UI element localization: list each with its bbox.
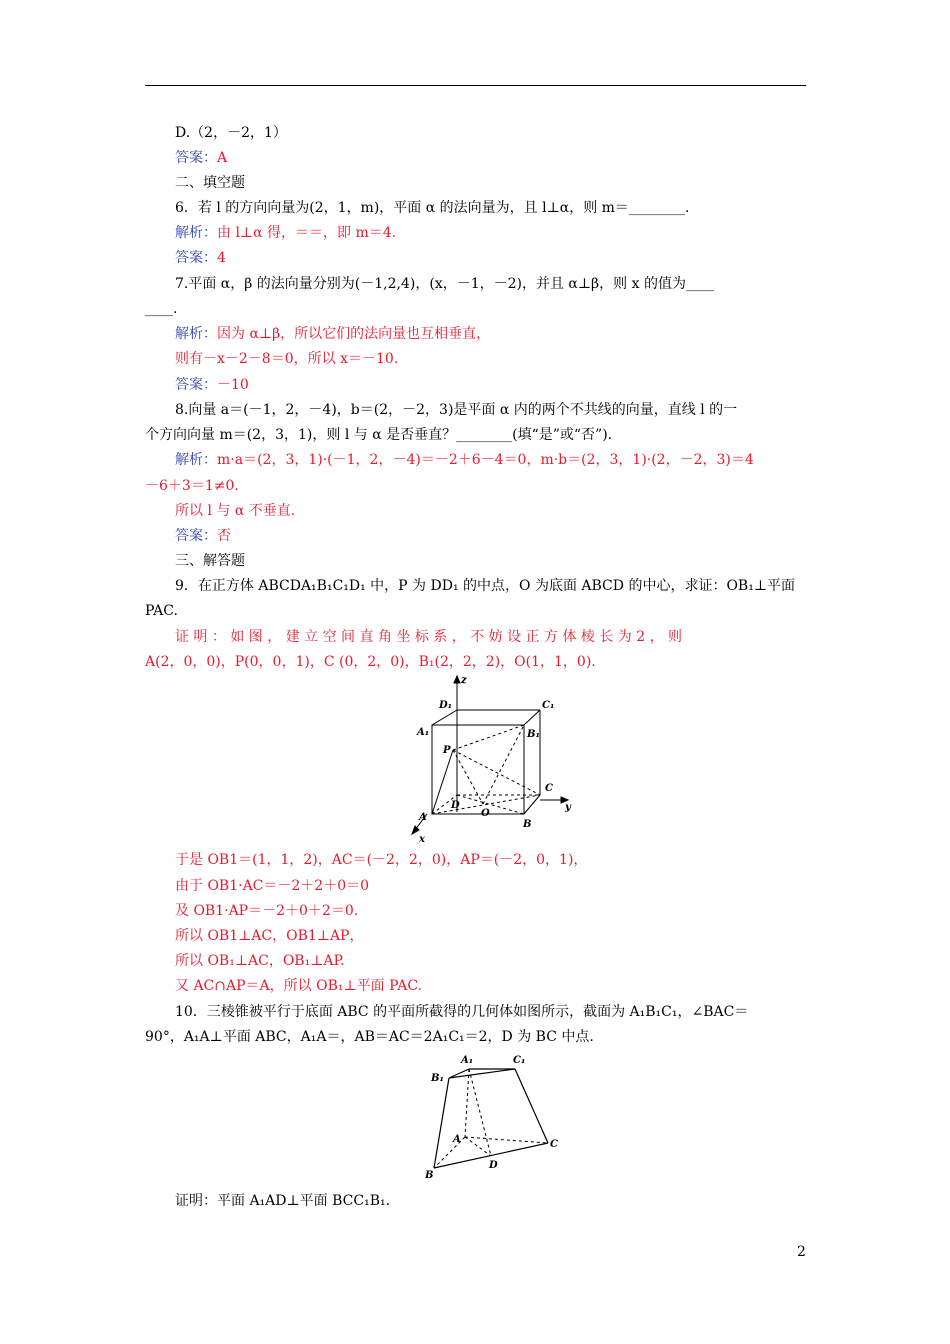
cube-bottom-right-edge	[524, 795, 540, 814]
answer-value: 否	[217, 528, 231, 544]
text-line: ____.	[145, 301, 178, 317]
text-line: 9．在正方体 ABCDA₁B₁C₁D₁ 中，P 为 DD₁ 的中点，O 为底面 ABCD 的中心，求证：OB₁⊥平面	[175, 578, 795, 594]
cube-top-right-edge	[524, 710, 540, 725]
label-O: O	[481, 808, 490, 819]
answer-label: 答案：	[175, 150, 217, 166]
text-line: A(2，0，0)，P(0，0，1)，C (0，2，0)，B₁(2，2，2)，O(1，1，0).	[145, 654, 596, 670]
label-B: B	[523, 819, 532, 830]
label-C: C	[550, 1139, 558, 1150]
text-line: 7.平面 α，β 的法向量分别为(－1,2,4)，(x，－1，－2)，并且 α⊥β，则 x 的值为____	[175, 276, 714, 292]
text-line	[145, 149, 836, 167]
answer-value: 因为 α⊥β，所以它们的法向量也互相垂直，	[217, 326, 491, 342]
text-line: 证明：平面 A₁AD⊥平面 BCC₁B₁.	[175, 1193, 391, 1209]
text-line: 则有－x－2－8＝0，所以 x＝－10.	[175, 351, 399, 367]
answer-value: 由 l⊥α 得，＝＝，即 m＝4.	[217, 225, 397, 241]
edge-B1B	[434, 1078, 449, 1168]
text-line: D.（2，－2，1）	[175, 125, 287, 141]
page-number: 2	[797, 1244, 806, 1260]
label-B1: B₁	[431, 1073, 444, 1084]
label-C1: C₁	[513, 1055, 526, 1066]
text-line: 二、填空题	[175, 175, 245, 191]
label-B: B	[425, 1170, 434, 1181]
label-x: x	[419, 834, 425, 845]
label-A: A	[419, 812, 427, 823]
answer-label: 答案：	[175, 528, 217, 544]
label-D: D	[489, 1160, 498, 1171]
label-B1: B₁	[527, 729, 540, 740]
cube-figure	[405, 670, 590, 845]
label-P: P	[443, 745, 451, 756]
text-line	[145, 527, 836, 545]
text-line: 个方向向量 m＝(2，3，1)，则 l 与 α 是否垂直？________(填“是”或“否”).	[145, 427, 613, 443]
text-line: PAC.	[145, 603, 178, 619]
text-line: 又 AC∩AP＝A，所以 OB₁⊥平面 PAC.	[175, 978, 422, 994]
text-line: 6．若 l 的方向向量为(2，1，m)，平面 α 的法向量为，且 l⊥α，则 m＝________.	[175, 200, 690, 216]
edge-A1A	[465, 1069, 469, 1137]
text-line	[145, 376, 836, 394]
text-line: 所以 OB₁⊥AC，OB₁⊥AP.	[175, 953, 345, 969]
answer-label: 解析：	[175, 452, 217, 468]
text-line: 及 OB1·AP＝－2＋0＋2＝0.	[175, 903, 359, 919]
label-y: y	[565, 802, 571, 813]
label-A1: A₁	[461, 1055, 474, 1066]
answer-label: 解析：	[175, 225, 217, 241]
text-line	[145, 325, 836, 343]
text-line: 所以 l 与 α 不垂直.	[175, 503, 296, 519]
text-line: 由于 OB1·AC＝－2＋2＋0＝0	[175, 878, 370, 894]
text-line	[145, 451, 836, 469]
label-C: C	[545, 783, 553, 794]
text-line: 90°，A₁A⊥平面 ABC，A₁A＝，AB＝AC＝2A₁C₁＝2，D 为 BC 中点.	[145, 1029, 594, 1045]
answer-value: A	[217, 150, 228, 166]
header-rule	[145, 85, 806, 86]
answer-value: －10	[217, 377, 249, 393]
answer-label: 答案：	[175, 377, 217, 393]
x-arrow	[412, 826, 419, 834]
label-A: A	[453, 1134, 461, 1145]
text-line: 证 明 ： 如 图 ， 建 立 空 间 直 角 坐 标 系 ， 不 妨 设 正 方 体 棱 长 为 2 ， 则	[175, 629, 683, 645]
frustum-figure	[425, 1052, 575, 1184]
answer-label: 解析：	[175, 326, 217, 342]
edge-C1C	[515, 1069, 548, 1143]
text-line: 8.向量 a＝(－1，2，－4)，b＝(2，－2，3)是平面 α 内的两个不共线的向量，直线 l 的一	[175, 402, 738, 418]
cube-top-left-edge	[432, 710, 457, 725]
label-D1: D₁	[439, 700, 453, 711]
segment-PB1	[453, 725, 524, 750]
z-arrow	[454, 676, 460, 683]
text-line	[145, 249, 836, 267]
answer-label: 答案：	[175, 250, 217, 266]
text-line	[145, 224, 836, 242]
text-line: 10．三棱锥被平行于底面 ABC 的平面所截得的几何体如图所示，截面为 A₁B₁C₁，∠BAC＝	[175, 1004, 749, 1020]
edge-AC	[465, 1137, 548, 1143]
label-D: D	[451, 800, 460, 811]
text-line: 三、解答题	[175, 553, 245, 569]
text-line: 于是 OB1＝(1，1，2)，AC＝(－2，2，0)，AP＝(－2，0，1)，	[175, 852, 588, 868]
segment-A1D	[469, 1069, 491, 1156]
answer-value: m·a＝(2，3，1)·(－1，2，－4)＝－2＋6－4＝0，m·b＝(2，3，1)·(2，－2，3)＝4	[217, 452, 754, 468]
text-line: 所以 OB1⊥AC，OB1⊥AP，	[175, 928, 364, 944]
text-line: －6＋3＝1≠0.	[145, 478, 239, 494]
answer-value: 4	[217, 250, 226, 266]
label-z: z	[461, 675, 467, 686]
segment-AP	[432, 750, 453, 814]
label-A1: A₁	[417, 727, 430, 738]
label-C1: C₁	[542, 700, 555, 711]
segment-DB	[457, 795, 524, 814]
